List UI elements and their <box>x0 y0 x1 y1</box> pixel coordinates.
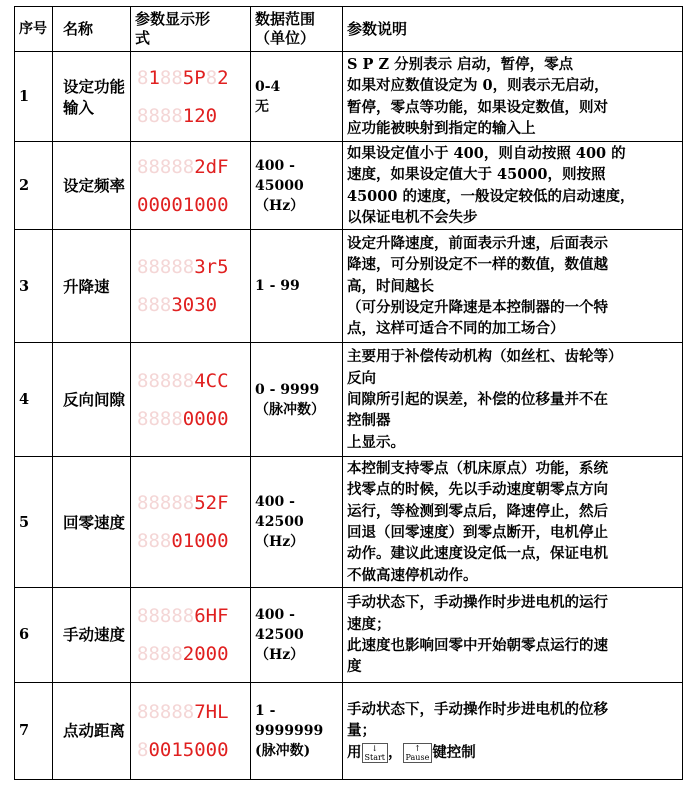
range-line: （Hz） <box>255 197 305 214</box>
segment-gap <box>137 515 244 529</box>
range-line: 1 - 99 <box>255 278 300 295</box>
range-line: 9999999 <box>255 722 324 739</box>
row-range <box>251 343 343 457</box>
table-row <box>15 682 683 779</box>
range-line: 0-4 <box>255 78 281 95</box>
row-seq: 2 <box>15 142 53 230</box>
seg-digits-lit2: HL <box>205 700 229 723</box>
seg-digits-lit: 1 <box>148 66 160 89</box>
segment-display-bottom <box>137 407 244 431</box>
seg-digits-lit2: 1000 <box>182 193 229 216</box>
desc-line: 以保证电机不会失步 <box>347 208 478 226</box>
seg-digits-lit: 0015000 <box>148 738 229 761</box>
segment-display-bottom <box>137 293 244 317</box>
row-desc <box>343 457 683 588</box>
row-desc <box>343 52 683 142</box>
segment-display-top <box>137 155 244 179</box>
seg-digits-dim: 88888 <box>137 256 195 279</box>
row-seq: 4 <box>15 343 53 457</box>
desc-line: 度 <box>347 658 362 676</box>
desc-line: 速度； <box>347 615 391 633</box>
segment-gap <box>137 90 244 104</box>
row-desc <box>343 343 683 457</box>
row-seq: 7 <box>15 682 53 779</box>
desc-line: S P Z 分别表示 启动，暂停，零点 <box>347 55 574 73</box>
seg-digits-lit2: 5P <box>182 66 206 89</box>
desc-line: 控制器 <box>347 412 391 430</box>
seg-digits-dim: 888 <box>137 530 172 553</box>
segment-display-top <box>137 604 244 628</box>
range-line: 42500 <box>255 626 304 643</box>
segment-gap <box>137 393 244 407</box>
seg-digits-dim: 8888 <box>137 104 183 127</box>
row-display <box>131 343 251 457</box>
segment-gap <box>137 179 244 193</box>
seg-digits-lit2: CC <box>205 369 229 392</box>
desc-line: 手动状态下，手动操作时步进电机的位移 <box>347 701 608 719</box>
seg-digits-lit2: dF <box>205 155 229 178</box>
row-display <box>131 682 251 779</box>
row-name: 点动距离 <box>53 682 131 779</box>
desc-line: 高，时间越长 <box>347 277 434 295</box>
range-line: （脉冲数） <box>255 401 325 418</box>
desc-line: 手动状态下，手动操作时步进电机的运行 <box>347 594 608 612</box>
seg-digits-dim: 88888 <box>137 604 195 627</box>
table-row <box>15 230 683 343</box>
row-seq: 6 <box>15 587 53 682</box>
start-key-icon <box>362 743 389 763</box>
range-line: 无 <box>255 98 269 115</box>
seg-digits-lit: 0000 <box>137 193 183 216</box>
seg-digits-lit: 7 <box>194 700 206 723</box>
key-arrow: ↓ <box>371 743 379 753</box>
row-name: 手动速度 <box>53 587 131 682</box>
seg-digits-lit: 6 <box>194 604 206 627</box>
table-row <box>15 457 683 588</box>
range-line: (脉冲数) <box>255 742 311 759</box>
row-range <box>251 587 343 682</box>
seg-digits-dim: 8888 <box>137 642 183 665</box>
seg-digits-dim2: 88 <box>159 66 183 89</box>
desc-line: 不做高速停机动作。 <box>347 566 478 584</box>
desc-line: 量； <box>347 722 376 740</box>
seg-digits-lit2: r5 <box>205 256 229 279</box>
key-suffix: 键控制 <box>432 743 476 761</box>
table-row <box>15 343 683 457</box>
desc-line: 如果设定值小于 400，则自动按照 400 的 <box>347 145 626 162</box>
row-name: 设定频率 <box>53 142 131 230</box>
row-range <box>251 457 343 588</box>
row-name: 回零速度 <box>53 457 131 588</box>
seg-digits-dim3: 8 <box>205 66 218 89</box>
seg-digits-lit: 2000 <box>182 642 229 665</box>
seg-digits-dim: 88888 <box>137 369 195 392</box>
desc-line: 点，这样可适合不同的加工场合） <box>347 320 565 338</box>
seg-digits-dim: 88888 <box>137 700 195 723</box>
seg-digits-lit: 01000 <box>171 530 229 553</box>
desc-line: 速度，如果设定值大于 45000，则按照 <box>347 166 606 184</box>
row-range <box>251 230 343 343</box>
seg-digits-lit: 1 <box>182 104 195 127</box>
row-range <box>251 682 343 779</box>
range-line: 400 - <box>255 494 295 511</box>
row-desc <box>343 682 683 779</box>
seg-digits-lit: 5 <box>194 492 206 515</box>
segment-display-top <box>137 255 244 279</box>
desc-line: 暂停，零点等功能，如果设定数值，则对 <box>347 98 608 116</box>
desc-line: （可分别设定升降速是本控制器的一个特 <box>347 298 608 316</box>
key-label: Pause <box>405 752 430 762</box>
row-seq: 3 <box>15 230 53 343</box>
row-desc <box>343 587 683 682</box>
key-prefix: 用 <box>347 743 362 761</box>
key-sep: ， <box>388 743 403 761</box>
seg-digits-lit2: HF <box>205 604 229 627</box>
desc-line: 间隙所引起的误差，补偿的位移量并不在 <box>347 391 608 409</box>
desc-line: 45000 的速度，一般设定较低的启动速度， <box>347 187 635 205</box>
header-seq: 序号 <box>15 7 53 52</box>
row-display <box>131 142 251 230</box>
desc-line: 应功能被映射到指定的输入上 <box>347 119 536 137</box>
desc-line: 本控制支持零点（机床原点）功能，系统 <box>347 460 608 478</box>
header-name: 名称 <box>53 7 131 52</box>
seg-digits-lit2: 30 <box>194 294 218 317</box>
header-display: 参数显示形式 <box>131 7 251 52</box>
header-range: 数据范围（单位） <box>251 7 343 52</box>
seg-digits-lit: 2 <box>194 155 206 178</box>
desc-line: 反向 <box>347 369 376 387</box>
parameter-table <box>14 6 683 780</box>
row-display <box>131 587 251 682</box>
seg-digits-lit3: 2 <box>217 66 229 89</box>
segment-display-bottom <box>137 104 244 128</box>
segment-display-bottom <box>137 642 244 666</box>
range-line: 42500 <box>255 514 304 531</box>
seg-digits-lit: 30 <box>171 294 195 317</box>
seg-digits-dim: 888 <box>137 294 172 317</box>
desc-line: 动作。建议此速度设定低一点，保证电机 <box>347 545 608 563</box>
row-name: 设定功能输入 <box>53 52 131 142</box>
segment-display-bottom <box>137 193 244 217</box>
row-range <box>251 52 343 142</box>
seg-digits-lit: 4 <box>194 369 206 392</box>
row-seq: 5 <box>15 457 53 588</box>
segment-display-bottom <box>137 529 244 553</box>
range-line: （Hz） <box>255 646 305 663</box>
seg-digits-dim: 8 <box>137 738 149 761</box>
range-line: 400 - <box>255 606 295 623</box>
table-body <box>15 52 683 780</box>
row-display <box>131 457 251 588</box>
header-desc: 参数说明 <box>343 7 683 52</box>
row-range <box>251 142 343 230</box>
pause-key-icon <box>403 743 433 763</box>
header-row <box>15 7 683 52</box>
desc-key-line <box>347 742 678 763</box>
seg-digits-lit: 3 <box>194 256 206 279</box>
seg-digits-dim: 88888 <box>137 155 195 178</box>
range-line: （Hz） <box>255 534 305 551</box>
seg-digits-dim: 8 <box>137 66 149 89</box>
segment-display-top <box>137 369 244 393</box>
desc-line: 运行，等检测到零点后，降速停止，然后 <box>347 502 608 520</box>
desc-line: 主要用于补偿传动机构（如丝杠、齿轮等） <box>347 348 623 366</box>
segment-display-bottom <box>137 738 244 762</box>
row-name: 反向间隙 <box>53 343 131 457</box>
segment-gap <box>137 628 244 642</box>
seg-digits-lit2: 2F <box>205 492 229 515</box>
row-name: 升降速 <box>53 230 131 343</box>
row-display <box>131 230 251 343</box>
table-row <box>15 52 683 142</box>
row-display <box>131 52 251 142</box>
parameter-table-container <box>14 6 682 804</box>
desc-line: 回退（回零速度）到零点断开，电机停止 <box>347 524 608 542</box>
segment-display-top <box>137 491 244 515</box>
seg-digits-lit: 0000 <box>182 407 229 430</box>
segment-display-top <box>137 66 244 90</box>
range-line: 400 - <box>255 157 295 174</box>
range-line: 45000 <box>255 177 304 194</box>
row-desc <box>343 142 683 230</box>
seg-digits-lit2: 2 <box>194 104 206 127</box>
desc-line: 找零点的时候，先以手动速度朝零点方向 <box>347 481 608 499</box>
seg-digits-dim: 8888 <box>137 407 183 430</box>
table-row <box>15 142 683 230</box>
desc-line: 此速度也影响回零中开始朝零点运行的速 <box>347 636 608 654</box>
seg-digits-dim: 88888 <box>137 492 195 515</box>
desc-line: 如果对应数值设定为 0，则表示无启动， <box>347 77 609 95</box>
desc-line: 上显示。 <box>347 433 405 451</box>
desc-line: 设定升降速度，前面表示升速，后面表示 <box>347 234 608 252</box>
segment-display-top <box>137 700 244 724</box>
seg-digits-lit3: 0 <box>205 104 218 127</box>
row-seq: 1 <box>15 52 53 142</box>
range-line: 0 - 9999 <box>255 381 320 398</box>
table-row <box>15 587 683 682</box>
segment-gap <box>137 279 244 293</box>
key-label: Start <box>364 752 386 762</box>
key-arrow: ↑ <box>414 743 421 753</box>
segment-gap <box>137 724 244 738</box>
range-line: 1 - <box>255 702 276 719</box>
row-desc <box>343 230 683 343</box>
desc-line: 降速，可分别设定不一样的数值，数值越 <box>347 256 608 274</box>
